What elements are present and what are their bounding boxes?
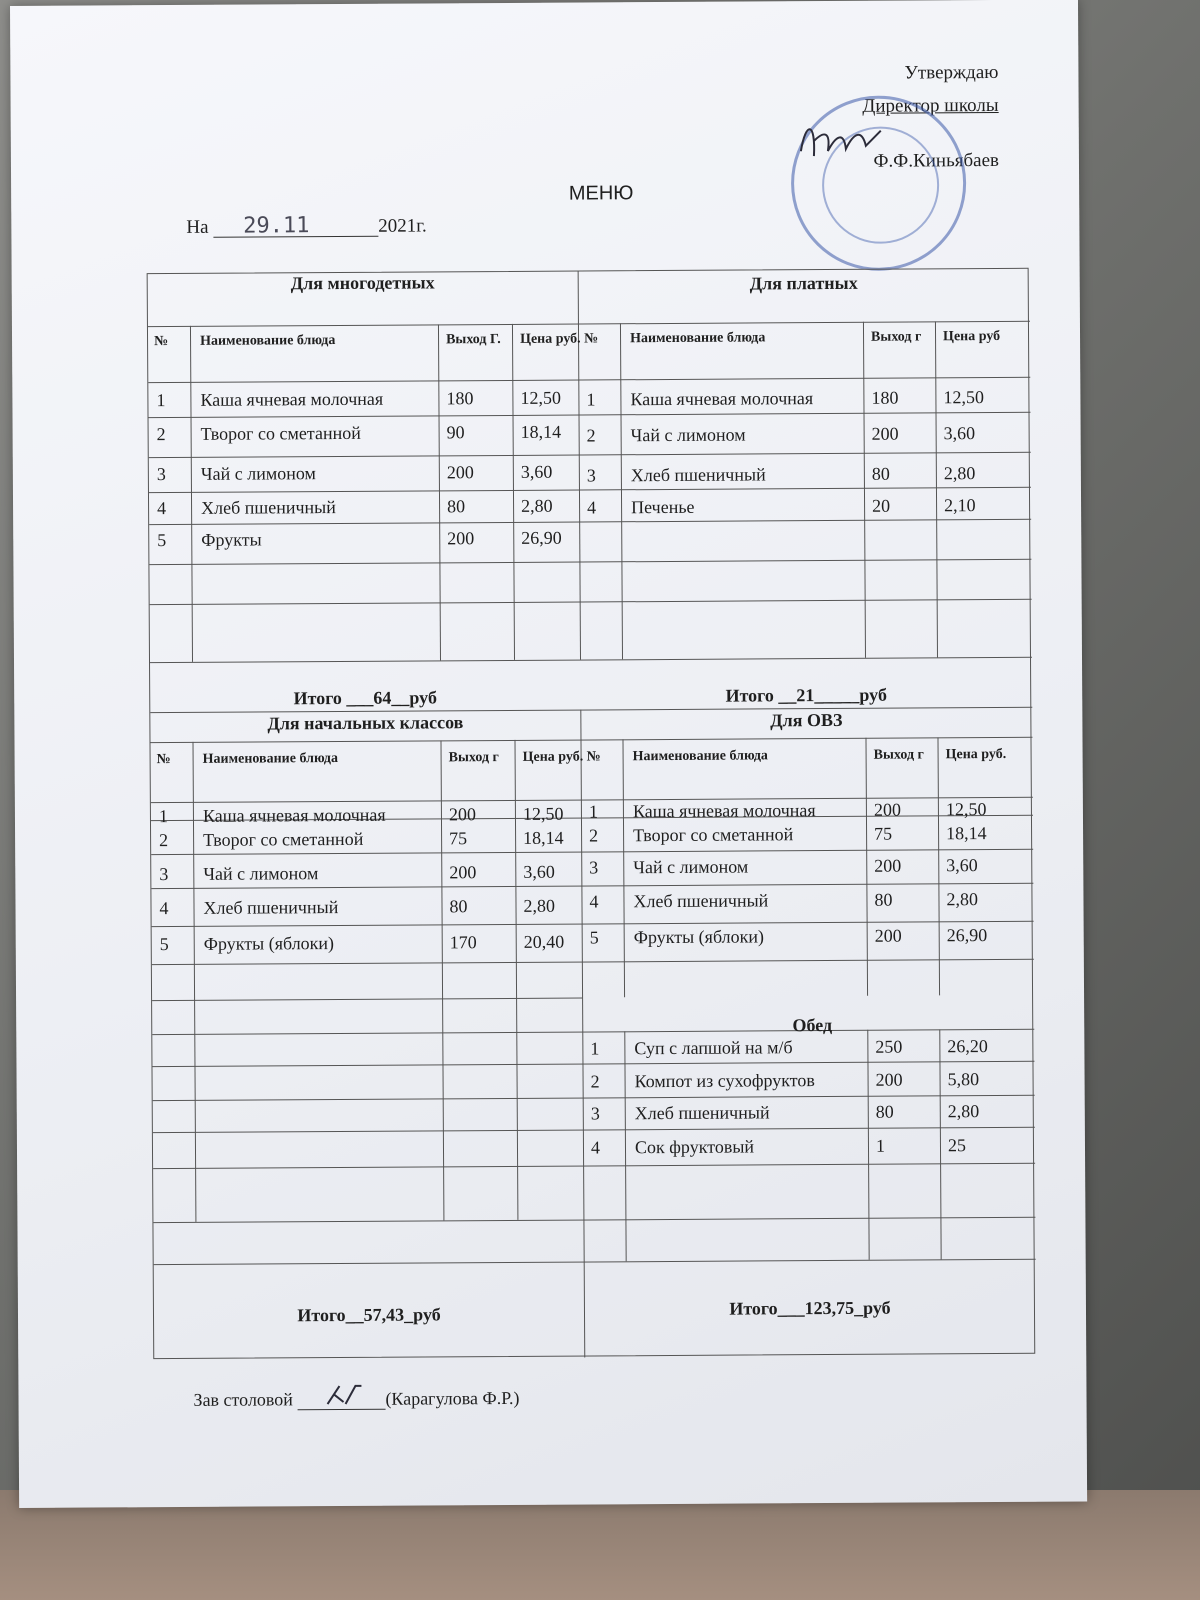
section-title-ovz: Для ОВЗ: [770, 709, 843, 731]
primary-row-dish: Чай с лимоном: [203, 863, 319, 884]
large-families-row-yield: 80: [447, 496, 466, 517]
large-families-header-yield: Выход Г.: [446, 332, 501, 348]
date-value: 29.11: [213, 216, 378, 238]
large-families-row-price: 26,90: [521, 527, 562, 548]
ovz-row-num: 3: [589, 857, 599, 878]
canteen-head-signature: [297, 1392, 385, 1411]
ovz-row-num: 2: [589, 825, 599, 846]
primary-header-dish: Наименование блюда: [202, 751, 338, 767]
paid-row-num: 4: [587, 497, 597, 518]
page-title: МЕНЮ: [568, 182, 634, 205]
paid-row-dish: Печенье: [631, 496, 695, 518]
grid-vline: [620, 323, 623, 659]
ovz-row-yield: 80: [874, 889, 893, 910]
large-families-row-num: 5: [157, 530, 167, 551]
large-families-header-num: №: [154, 334, 169, 350]
paid-header-yield: Выход г: [870, 329, 922, 345]
primary-row-dish: Творог со сметанной: [203, 828, 364, 850]
ovz-row-price: 26,90: [946, 925, 988, 946]
grid-hline: [148, 377, 1030, 383]
large-families-row-num: 2: [156, 424, 166, 445]
large-families-row-dish: Чай с лимоном: [200, 463, 316, 484]
lunch-row-num: 3: [590, 1103, 600, 1124]
lunch-row-price: 26,20: [947, 1036, 988, 1057]
grid-hline: [150, 657, 1032, 663]
paid-row-num: 2: [586, 425, 596, 446]
grid-hline: [153, 1095, 1035, 1101]
grid-vline: [190, 326, 193, 662]
paid-row-dish: Хлеб пшеничный: [630, 464, 766, 486]
ovz-row-yield: 200: [873, 799, 901, 820]
large-families-row-yield: 180: [446, 388, 474, 409]
grid-vline: [624, 1031, 626, 1261]
ovz-row-dish: Хлеб пшеничный: [633, 890, 769, 912]
ovz-row-dish: Чай с лимоном: [633, 856, 749, 878]
lunch-row-price: 2,80: [947, 1101, 980, 1122]
lunch-row-yield: 1: [875, 1135, 886, 1156]
large-families-row-num: 3: [156, 464, 166, 485]
primary-row-price: 12,50: [522, 803, 564, 824]
paid-row-dish: Каша ячневая молочная: [630, 388, 814, 410]
primary-row-num: 4: [159, 898, 169, 919]
primary-row-dish: Фрукты (яблоки): [203, 933, 335, 954]
grid-vline: [937, 737, 940, 995]
section-title-primary: Для начальных классов: [267, 712, 464, 734]
grid-hline: [149, 487, 1031, 493]
grid-vline: [438, 324, 441, 660]
paid-row-num: 1: [586, 389, 596, 410]
section-title-large-families: Для многодетных: [290, 272, 435, 294]
footer-signature-line: [193, 1388, 519, 1411]
large-families-row-yield: 200: [446, 462, 474, 483]
large-families-header-dish: Наименование блюда: [200, 333, 336, 349]
lunch-row-num: 2: [590, 1071, 600, 1092]
grid-hline: [152, 1061, 1034, 1067]
paid-row-yield: 180: [871, 387, 899, 408]
large-families-row-yield: 200: [447, 528, 475, 549]
grid-vline: [935, 321, 938, 657]
director-signature: [796, 111, 886, 182]
lunch-row-dish: Хлеб пшеничный: [634, 1102, 770, 1124]
lunch-row-price: 5,80: [947, 1069, 980, 1090]
ovz-row-num: 4: [589, 891, 599, 912]
grid-hline: [154, 1259, 1036, 1265]
approval-line-2: Директор школы: [862, 94, 999, 117]
primary-row-dish: Каша ячневая молочная: [202, 804, 386, 826]
footer-prefix: Зав столовой: [193, 1389, 293, 1410]
primary-row-num: 1: [158, 806, 169, 827]
grid-vline: [192, 742, 196, 1222]
grid-hline: [152, 998, 582, 1002]
primary-row-price: 2,80: [523, 895, 556, 916]
grid-hline: [150, 599, 1032, 605]
primary-row-yield: 75: [449, 828, 468, 849]
paid-row-price: 12,50: [943, 387, 984, 408]
paid-header-price: Цена руб: [942, 328, 1001, 345]
primary-row-yield: 170: [449, 932, 477, 953]
total-large-families: Итого ___64__руб: [293, 687, 437, 709]
grid-vline: [863, 322, 866, 658]
large-families-row-num: 4: [157, 498, 167, 519]
paid-row-yield: 20: [872, 495, 891, 516]
paid-row-num: 3: [586, 465, 596, 486]
primary-row-price: 3,60: [523, 861, 555, 882]
primary-header-price: Цена руб.: [522, 749, 584, 765]
lunch-row-price: 25: [947, 1135, 967, 1156]
paid-row-price: 3,60: [943, 423, 976, 444]
total-ovz: Итого___123,75_руб: [729, 1297, 891, 1319]
lunch-row-yield: 250: [875, 1036, 903, 1057]
ovz-header-num: №: [586, 749, 601, 765]
ovz-row-yield: 200: [874, 925, 902, 946]
ovz-row-yield: 200: [874, 855, 902, 876]
grid-vline: [514, 740, 518, 1220]
large-families-row-price: 12,50: [520, 387, 561, 408]
approval-director-name: Ф.Ф.Киньябаев: [873, 149, 1000, 172]
grid-hline: [153, 1217, 1035, 1223]
ovz-row-yield: 75: [874, 823, 893, 844]
lunch-row-num: 1: [590, 1038, 600, 1059]
large-families-row-price: 18,14: [520, 421, 562, 442]
ovz-row-num: 5: [589, 927, 599, 948]
grid-vline: [939, 1029, 941, 1259]
lunch-row-dish: Суп с лапшой на м/б: [634, 1037, 793, 1059]
footer-suffix: (Карагулова Ф.Р.): [385, 1387, 520, 1409]
large-families-row-dish: Творог со сметанной: [200, 422, 361, 444]
paid-row-dish: Чай с лимоном: [630, 424, 746, 446]
paid-row-price: 2,10: [944, 495, 976, 516]
menu-grid: [147, 268, 1036, 1359]
lunch-row-yield: 80: [875, 1101, 894, 1122]
primary-row-price: 20,40: [523, 931, 565, 952]
ovz-header-dish: Наименование блюда: [632, 748, 768, 765]
canteen-signature-mark: [297, 1382, 385, 1409]
grid-hline: [149, 412, 1031, 418]
large-families-header-price: Цена руб.: [520, 331, 581, 347]
date-suffix: 2021г.: [378, 215, 427, 237]
paid-header-num: №: [583, 331, 599, 347]
ovz-row-num: 1: [588, 801, 598, 822]
date-line: [186, 215, 426, 238]
lunch-row-dish: Компот из сухофруктов: [634, 1070, 815, 1092]
section-title-paid: Для платных: [749, 272, 858, 294]
primary-header-num: №: [156, 752, 171, 768]
ovz-row-dish: Каша ячневая молочная: [632, 800, 816, 822]
primary-row-yield: 80: [449, 896, 468, 917]
approval-line-1: Утверждаю: [904, 61, 999, 84]
grid-hline: [153, 1163, 1035, 1169]
total-primary: Итого__57,43_руб: [297, 1304, 441, 1326]
grid-vline: [440, 740, 444, 1220]
primary-row-num: 3: [159, 864, 169, 885]
grid-hline: [152, 959, 1034, 965]
primary-header-yield: Выход г: [448, 750, 499, 766]
primary-row-yield: 200: [448, 804, 477, 825]
date-prefix: На: [186, 216, 209, 238]
large-families-row-num: 1: [156, 390, 166, 411]
primary-row-dish: Хлеб пшеничный: [203, 897, 339, 918]
ovz-header-price: Цена руб.: [945, 746, 1007, 763]
paid-row-price: 2,80: [943, 463, 976, 484]
ovz-row-price: 18,14: [946, 823, 987, 844]
large-families-row-price: 2,80: [521, 495, 553, 516]
primary-row-price: 18,14: [523, 827, 564, 848]
grid-vline: [867, 1030, 869, 1260]
large-families-row-price: 3,60: [520, 461, 553, 482]
lunch-row-yield: 200: [875, 1069, 903, 1090]
total-paid: Итого __21_____руб: [725, 684, 887, 706]
primary-row-num: 5: [159, 934, 169, 955]
large-families-row-yield: 90: [446, 422, 465, 443]
ovz-row-dish: Фрукты (яблоки): [633, 926, 765, 948]
ovz-header-yield: Выход г: [873, 747, 924, 763]
grid-vline: [580, 710, 585, 1358]
grid-hline: [149, 559, 1031, 565]
grid-hline: [149, 452, 1031, 458]
grid-hline: [149, 519, 1031, 525]
grid-vline: [865, 738, 868, 996]
large-families-row-dish: Хлеб пшеничный: [201, 497, 336, 518]
grid-vline: [622, 739, 625, 997]
paid-header-dish: Наименование блюда: [629, 330, 766, 347]
lunch-row-num: 4: [590, 1137, 601, 1158]
grid-vline: [512, 324, 515, 660]
large-families-row-dish: Каша ячневая молочная: [200, 388, 384, 410]
ovz-row-price: 3,60: [946, 855, 978, 876]
grid-hline: [150, 737, 1032, 743]
grid-hline: [153, 1127, 1035, 1133]
primary-row-yield: 200: [449, 862, 477, 883]
large-families-row-dish: Фрукты: [201, 529, 262, 550]
paid-row-yield: 200: [871, 423, 899, 444]
paid-row-yield: 80: [871, 463, 890, 484]
lunch-row-dish: Сок фруктовый: [634, 1136, 755, 1158]
menu-document: [10, 0, 1087, 1508]
primary-row-num: 2: [159, 830, 169, 851]
ovz-row-dish: Творог со сметанной: [633, 824, 794, 846]
lunch-title: Обед: [792, 1014, 833, 1036]
grid-hline: [148, 321, 1030, 327]
ovz-row-price: 2,80: [946, 889, 979, 910]
ovz-row-price: 12,50: [945, 799, 987, 820]
